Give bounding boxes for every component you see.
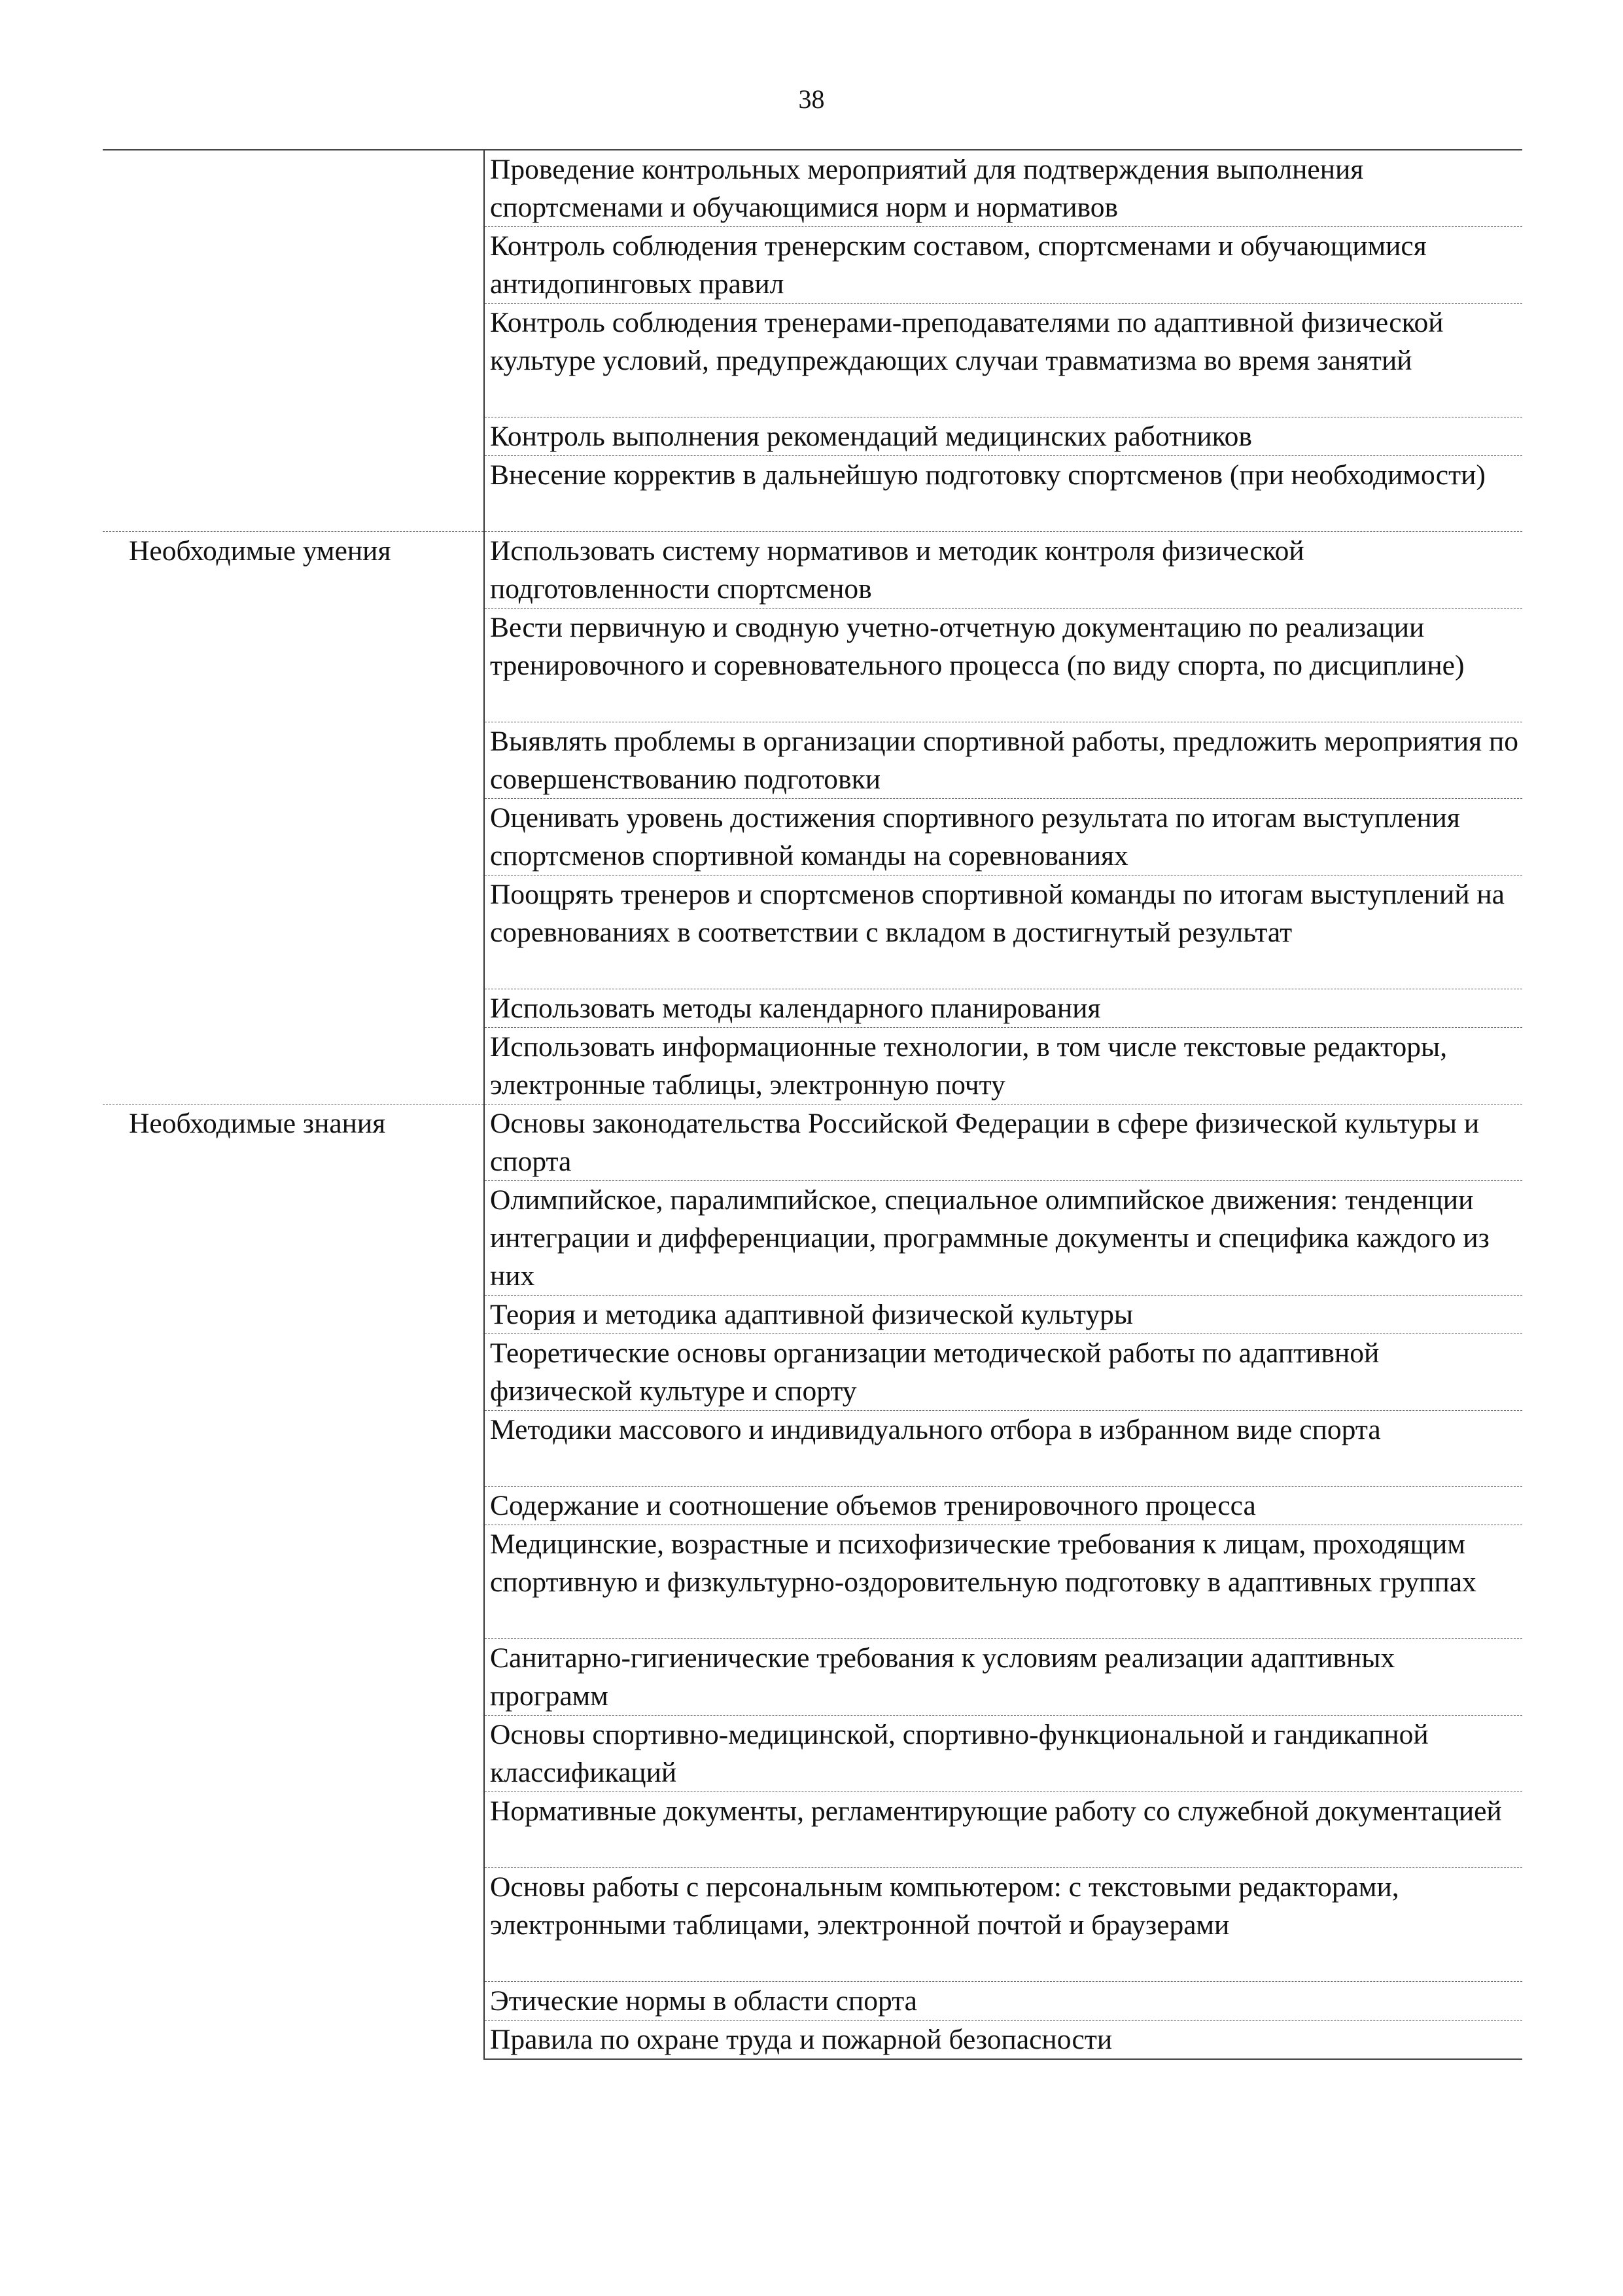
group-label-skills: Необходимые умения (103, 532, 484, 1104)
table-cell: Методики массового и индивидуального отбора в избранном виде спорта (484, 1411, 1522, 1487)
table-cell: Контроль соблюдения тренерским составом, спортсменами и обучающимися антидопинговых правил (484, 227, 1522, 304)
table-cell: Внесение корректив в дальнейшую подготовку спортсменов (при необходимости) (484, 456, 1522, 532)
table-cell: Вести первичную и сводную учетно-отчетную документацию по реализации тренировочного и соревновательного процесса (по виду спорта, по дисциплине) (484, 609, 1522, 722)
table-cell: Нормативные документы, регламентирующие работу со служебной документацией (484, 1792, 1522, 1868)
table-cell: Основы законодательства Российской Федерации в сфере физической культуры и спорта (484, 1104, 1522, 1181)
table-cell: Содержание и соотношение объемов тренировочного процесса (484, 1487, 1522, 1525)
table-cell: Теория и методика адаптивной физической культуры (484, 1296, 1522, 1334)
table-row (103, 532, 1522, 609)
table-row (103, 1104, 1522, 1181)
table-cell: Медицинские, возрастные и психофизические требования к лицам, проходящим спортивную и физкультурно-оздоровительную подготовку в адаптивных группах (484, 1525, 1522, 1639)
table-cell: Использовать систему нормативов и методик контроля физической подготовленности спортсменов (484, 532, 1522, 609)
table-cell: Этические нормы в области спорта (484, 1982, 1522, 2021)
table-cell: Контроль выполнения рекомендаций медицинских работников (484, 417, 1522, 456)
table-cell: Поощрять тренеров и спортсменов спортивной команды по итогам выступлений на соревнованиях в соответствии с вкладом в достигнутый результат (484, 875, 1522, 989)
page-number: 38 (798, 84, 825, 114)
table-cell: Правила по охране труда и пожарной безопасности (484, 2021, 1522, 2060)
table-cell: Основы работы с персональным компьютером: с текстовыми редакторами, электронными таблицами, электронной почтой и браузерами (484, 1868, 1522, 1982)
table-cell: Основы спортивно-медицинской, спортивно-функциональной и гандикапной классификаций (484, 1716, 1522, 1792)
group-label-knowledge: Необходимые знания (103, 1104, 484, 2060)
table-cell: Олимпийское, паралимпийское, специальное олимпийское движения: тенденции интеграции и дифференциации, программные документы и специфика каждого из них (484, 1181, 1522, 1296)
table-row (103, 150, 1522, 227)
competency-table (103, 149, 1522, 2060)
table-cell: Проведение контрольных мероприятий для подтверждения выполнения спортсменами и обучающимися норм и нормативов (484, 150, 1522, 227)
table-cell: Использовать информационные технологии, в том числе текстовые редакторы, электронные таблицы, электронную почту (484, 1028, 1522, 1104)
table-cell: Выявлять проблемы в организации спортивной работы, предложить мероприятия по совершенствованию подготовки (484, 722, 1522, 799)
table-cell: Контроль соблюдения тренерами-преподавателями по адаптивной физической культуре условий, предупреждающих случаи травматизма во время занятий (484, 304, 1522, 417)
table-cell: Оценивать уровень достижения спортивного результата по итогам выступления спортсменов спортивной команды на соревнованиях (484, 799, 1522, 875)
group-label (103, 150, 484, 532)
table-cell: Использовать методы календарного планирования (484, 989, 1522, 1028)
table-cell: Санитарно-гигиенические требования к условиям реализации адаптивных программ (484, 1639, 1522, 1716)
table-cell: Теоретические основы организации методической работы по адаптивной физической культуре и спорту (484, 1334, 1522, 1411)
